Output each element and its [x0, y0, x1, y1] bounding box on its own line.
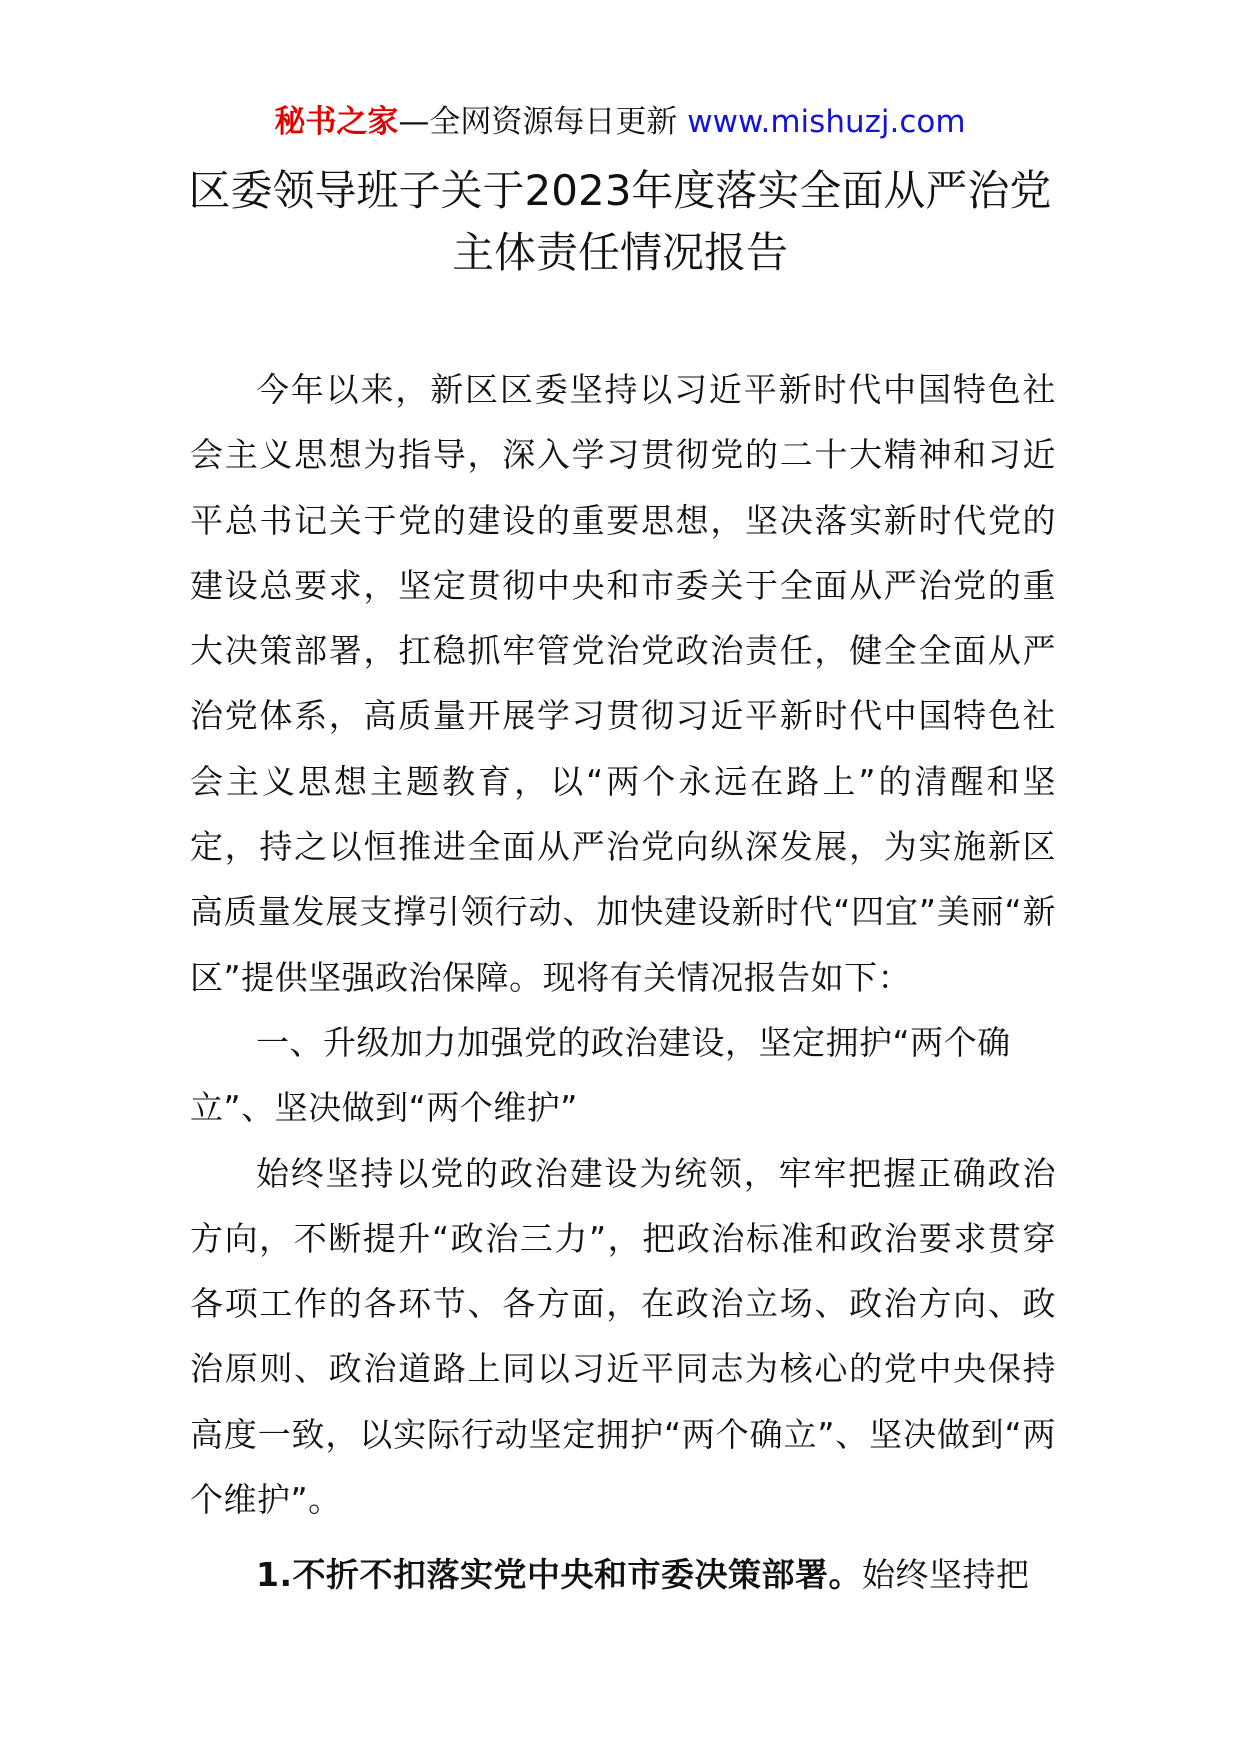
- title-line-1: 区委领导班子关于2023年度落实全面从严治党: [188, 166, 1052, 215]
- document-title: [0, 160, 1240, 284]
- intro-paragraph: 今年以来，新区区委坚持以习近平新时代中国特色社会主义思想为指导，深入学习贯彻党的二十大精神和习近平总书记关于党的建设的重要思想，坚决落实新时代党的建设总要求，坚定贯彻中央和市委关于全面从严治党的重大决策部署，扛稳抓牢管党治党政治责任，健全全面从严治党体系，高质量开展学习贯彻习近平新时代中国特色社会主义思想主题教育，以“两个永远在路上”的清醒和坚定，持之以恒推进全面从严治党向纵深发展，为实施新区高质量发展支撑引领行动、加快建设新时代“四宜”美丽“新区”提供坚强政治保障。现将有关情况报告如下：: [190, 370, 1056, 997]
- paragraph-gap: [190, 1532, 1056, 1542]
- item-1-heading: 1.不折不扣落实党中央和市委决策部署。: [256, 1555, 862, 1595]
- brand-name: 秘书之家: [274, 104, 399, 140]
- watermark-header: [0, 100, 1240, 144]
- document-body: [190, 357, 1056, 1608]
- header-tagline: —全网资源每日更新: [398, 104, 688, 140]
- item-1-text: 始终坚持把: [862, 1555, 1030, 1595]
- section-1-heading: 一、升级加力加强党的政治建设，坚定拥护“两个确立”、坚决做到“两个维护”: [190, 1022, 1011, 1128]
- site-url-link[interactable]: www.mishuzj.com: [687, 104, 966, 140]
- title-line-2: 主体责任情况报告: [451, 228, 788, 277]
- item-1-paragraph: [190, 1542, 1056, 1607]
- section-1-paragraph: 始终坚持以党的政治建设为统领，牢牢把握正确政治方向，不断提升“政治三力”，把政治标准和政治要求贯穿各项工作的各环节、各方面，在政治立场、政治方向、政治原则、政治道路上同以习近平同志为核心的党中央保持高度一致，以实际行动坚定拥护“两个确立”、坚决做到“两个维护”。: [190, 1153, 1056, 1520]
